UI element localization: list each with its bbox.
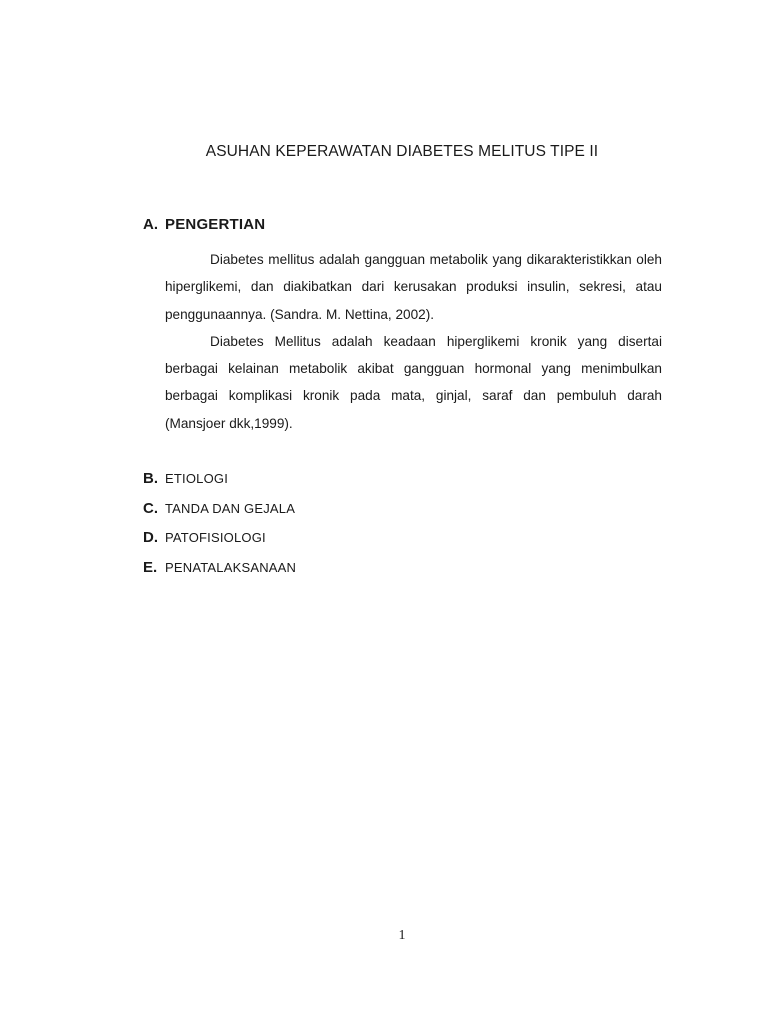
section-label: ETIOLOGI xyxy=(165,471,229,486)
paragraph: Diabetes Mellitus adalah keadaan hiperglikemi kronik yang disertai berbagai kelainan metabolik akibat gangguan hormonal yang menimbulkan berbagai komplikasi kronik pada mata, ginjal, saraf dan pembuluh darah (Mansjoer dkk,1999). xyxy=(165,333,662,431)
section-pengertian xyxy=(143,216,663,437)
section-item-patofisiologi xyxy=(143,529,296,559)
section-list xyxy=(143,470,296,589)
section-letter: B. xyxy=(143,470,158,487)
section-letter: D. xyxy=(143,529,158,547)
section-letter: A. xyxy=(143,216,158,233)
section-label: PENATALAKSANAAN xyxy=(165,560,297,576)
document-title: ASUHAN KEPERAWATAN DIABETES MELITUS TIPE II xyxy=(205,143,599,160)
section-item-etiologi xyxy=(143,470,296,500)
section-letter: E. xyxy=(143,559,158,577)
section-heading xyxy=(143,216,663,240)
page-number: 1 xyxy=(398,928,406,943)
section-item-tanda-dan-gejala xyxy=(143,500,296,530)
section-heading-label: PENGERTIAN xyxy=(165,216,266,233)
section-letter: C. xyxy=(143,499,158,517)
section-label: TANDA DAN GEJALA xyxy=(165,500,296,516)
paragraph: Diabetes mellitus adalah gangguan metabolik yang dikarakteristikkan oleh hiperglikemi, dan diakibatkan dari kerusakan produksi insulin, sekresi, atau penggunaannya. (Sandra. M. Nettina, 2002). xyxy=(165,252,662,322)
section-label: PATOFISIOLOGI xyxy=(165,530,266,546)
section-item-penatalaksanaan xyxy=(143,559,296,589)
section-body xyxy=(165,246,662,437)
